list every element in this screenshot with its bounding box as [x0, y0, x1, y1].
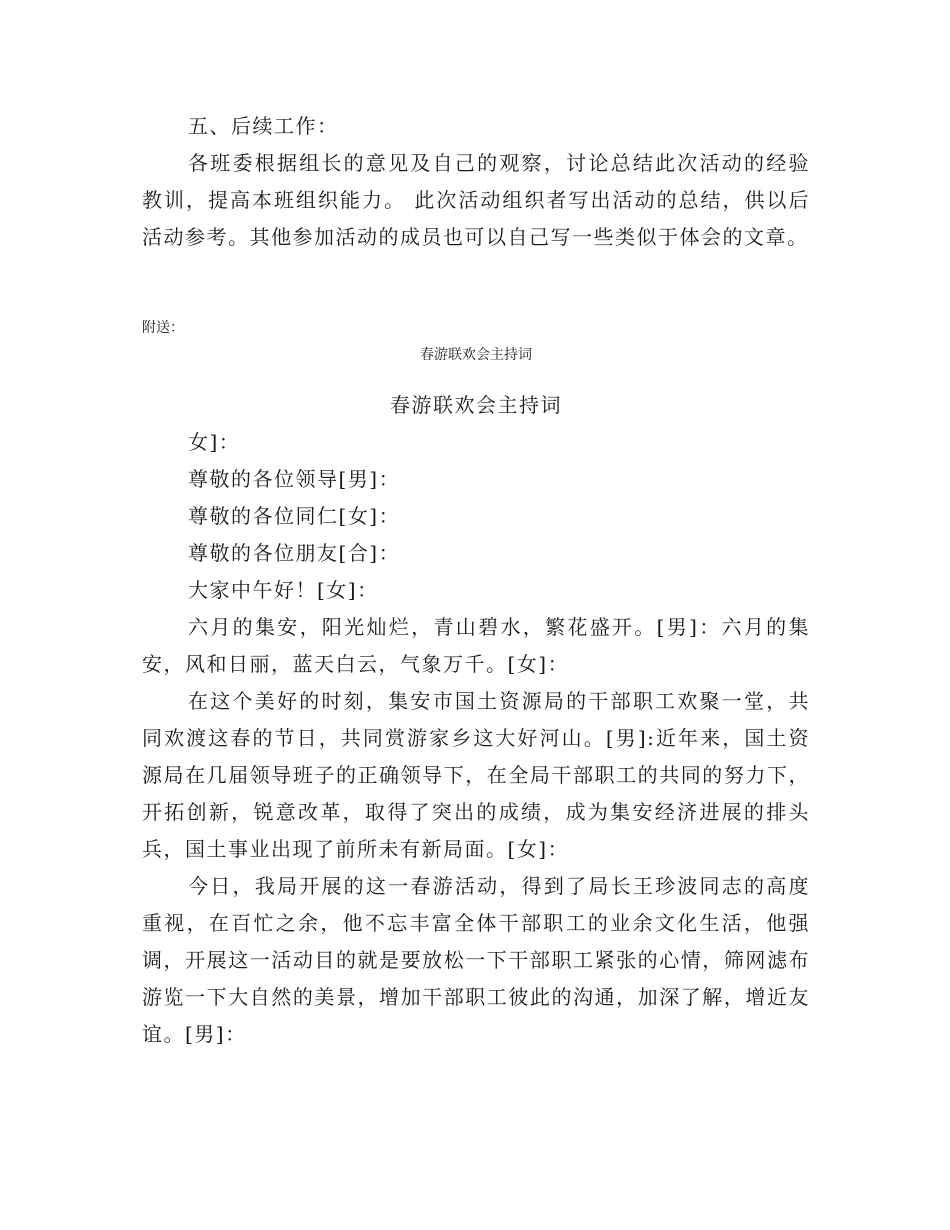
script-line: 尊敬的各位朋友[合]：	[188, 541, 401, 565]
appendix-label: 附送：	[142, 320, 184, 336]
section-heading: 五、后续工作：	[188, 114, 339, 138]
host-script	[142, 424, 810, 1053]
appendix-small-title-block	[142, 345, 810, 365]
appendix-small-title: 春游联欢会主持词	[420, 347, 532, 363]
section-five	[142, 108, 810, 256]
appendix-label-block	[142, 318, 810, 338]
section-body: 各班委根据组长的意见及自己的观察，讨论总结此次活动的经验教训，提高本班组织能力。 此次活动组织者写出活动的总结，供以后活动参考。其他参加活动的成员也可以自己写一些类似于体会的文章。	[142, 151, 810, 249]
script-paragraph: 在这个美好的时刻，集安市国土资源局的干部职工欢聚一堂，共同欢渡这春的节日，共同赏游家乡这大好河山。[男]:近年来，国土资源局在几届领导班子的正确领导下，在全局干部职工的共同的努力下，开拓创新，锐意改革，取得了突出的成绩，成为集安经济进展的排头兵，国土事业出现了前所未有新局面。[女]：	[142, 689, 810, 861]
script-paragraph: 六月的集安，阳光灿烂，青山碧水，繁花盛开。[男]：六月的集安，风和日丽，蓝天白云，气象万千。[女]：	[142, 615, 810, 676]
document-title: 春游联欢会主持词	[390, 393, 562, 417]
script-line: 尊敬的各位同仁[女]：	[188, 504, 401, 528]
script-line: 尊敬的各位领导[男]：	[188, 467, 401, 491]
script-line: 女]：	[188, 430, 241, 454]
document-title-block	[142, 389, 810, 418]
script-line: 大家中午好！[女]：	[188, 578, 379, 602]
script-paragraph: 今日，我局开展的这一春游活动，得到了局长王珍波同志的高度重视，在百忙之余，他不忘丰富全体干部职工的业余文化生活，他强调，开展这一活动目的就是要放松一下干部职工紧张的心情，筛网滤布游览一下大自然的美景，增加干部职工彼此的沟通，加深了解，增近友谊。[男]：	[142, 874, 810, 1046]
